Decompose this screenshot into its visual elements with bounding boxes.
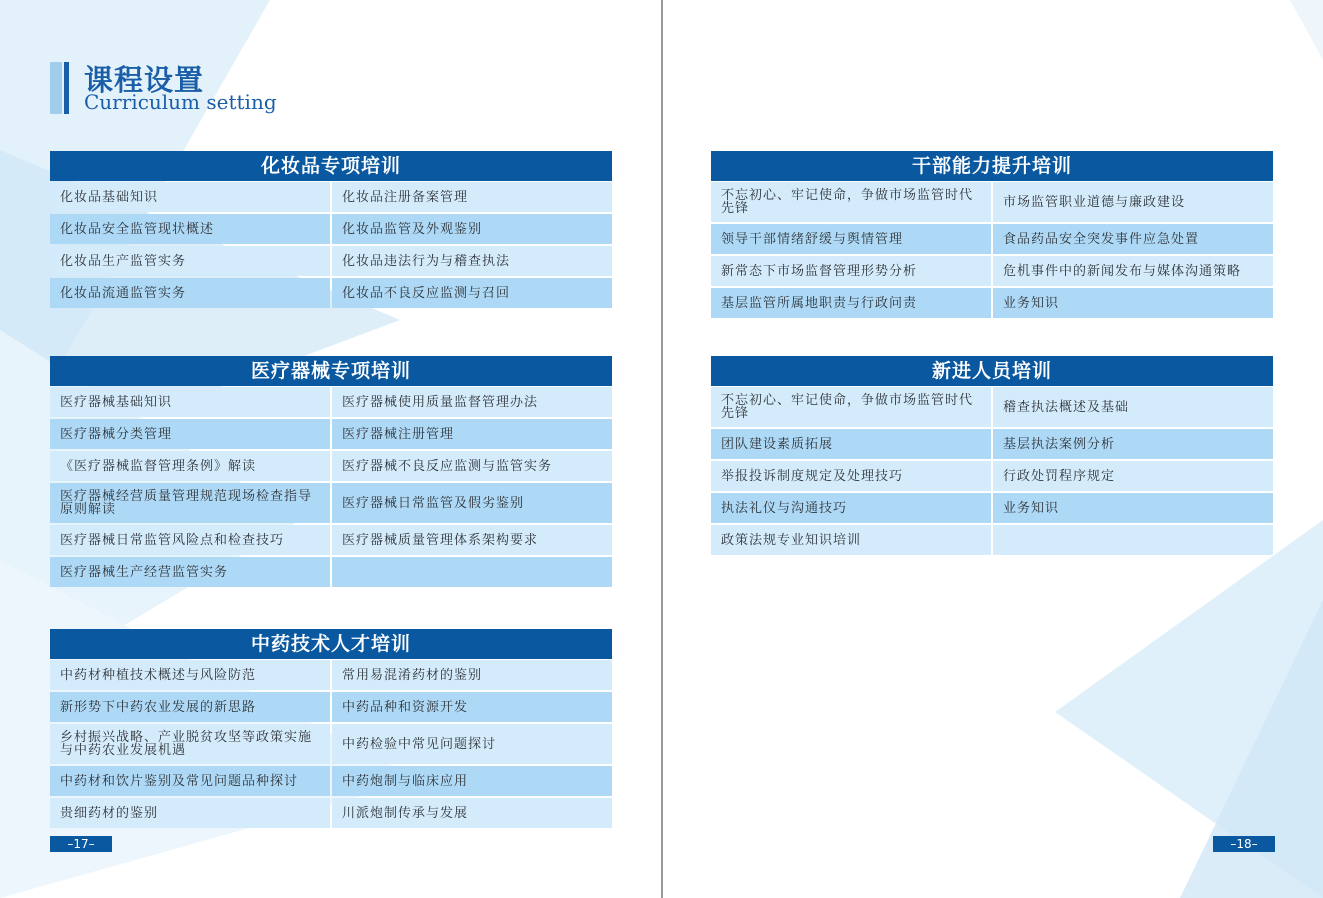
table-row [711,525,1273,555]
course-cell: 政策法规专业知识培训 [711,525,991,555]
section-tcm [50,629,612,830]
table-row [711,224,1273,254]
course-cell: 常用易混淆药材的鉴别 [332,660,612,690]
course-cell: 中药品种和资源开发 [332,692,612,722]
table-row [711,429,1273,459]
table-row [50,246,612,276]
course-cell: 化妆品违法行为与稽查执法 [332,246,612,276]
section-cadre [711,151,1273,320]
table-row [50,278,612,308]
section-cosmetics [50,151,612,310]
table-row [711,461,1273,491]
section-title: 化妆品专项培训 [50,151,612,181]
course-cell [332,557,612,587]
table-row [50,766,612,796]
course-cell: 中药检验中常见问题探讨 [332,724,612,764]
course-cell: 团队建设素质拓展 [711,429,991,459]
table-row [50,182,612,212]
table-row [711,387,1273,427]
section-title: 中药技术人才培训 [50,629,612,659]
course-cell: 化妆品注册备案管理 [332,182,612,212]
table-row [50,387,612,417]
course-cell: 医疗器械生产经营监管实务 [50,557,330,587]
course-cell: 执法礼仪与沟通技巧 [711,493,991,523]
course-cell: 乡村振兴战略、产业脱贫攻坚等政策实施与中药农业发展机遇 [50,724,330,764]
course-cell: 不忘初心、牢记使命，争做市场监管时代先锋 [711,387,991,427]
page-title: 课程设置 [84,63,205,97]
course-cell: 医疗器械日常监管及假劣鉴别 [332,483,612,523]
course-cell: 医疗器械经营质量管理规范现场检查指导原则解读 [50,483,330,523]
course-cell: 化妆品生产监管实务 [50,246,330,276]
page-number-left: –17– [50,836,112,852]
course-cell: 危机事件中的新闻发布与媒体沟通策略 [993,256,1273,286]
course-cell: 举报投诉制度规定及处理技巧 [711,461,991,491]
table-row [50,451,612,481]
course-cell: 医疗器械不良反应监测与监管实务 [332,451,612,481]
course-cell: 市场监管职业道德与廉政建设 [993,182,1273,222]
page-spine [661,0,663,898]
course-cell: 食品药品安全突发事件应急处置 [993,224,1273,254]
table-row [711,288,1273,318]
course-cell: 新常态下市场监督管理形势分析 [711,256,991,286]
course-cell: 业务知识 [993,493,1273,523]
course-cell: 化妆品不良反应监测与召回 [332,278,612,308]
section-medical-devices [50,356,612,589]
table-row [50,692,612,722]
course-cell: 基层监管所属地职责与行政问责 [711,288,991,318]
table-row [711,256,1273,286]
table-row [50,724,612,764]
course-cell: 医疗器械日常监管风险点和检查技巧 [50,525,330,555]
course-cell: 医疗器械基础知识 [50,387,330,417]
course-cell: 业务知识 [993,288,1273,318]
course-cell: 中药炮制与临床应用 [332,766,612,796]
table-row [50,798,612,828]
course-cell [993,525,1273,555]
course-cell: 医疗器械注册管理 [332,419,612,449]
section-title: 干部能力提升培训 [711,151,1273,181]
table-row [711,182,1273,222]
course-cell: 化妆品流通监管实务 [50,278,330,308]
table-row [50,660,612,690]
section-title: 医疗器械专项培训 [50,356,612,386]
course-cell: 医疗器械分类管理 [50,419,330,449]
section-new-staff [711,356,1273,557]
table-row [50,557,612,587]
table-row [711,493,1273,523]
page-number-right: –18– [1213,836,1275,852]
course-cell: 《医疗器械监督管理条例》解读 [50,451,330,481]
course-cell: 行政处罚程序规定 [993,461,1273,491]
course-cell: 稽查执法概述及基础 [993,387,1273,427]
course-cell: 中药材种植技术概述与风险防范 [50,660,330,690]
table-row [50,214,612,244]
course-cell: 基层执法案例分析 [993,429,1273,459]
course-cell: 川派炮制传承与发展 [332,798,612,828]
course-cell: 医疗器械质量管理体系架构要求 [332,525,612,555]
course-cell: 化妆品监管及外观鉴别 [332,214,612,244]
table-row [50,483,612,523]
page-subtitle: Curriculum setting [84,90,277,114]
course-cell: 不忘初心、牢记使命，争做市场监管时代先锋 [711,182,991,222]
section-title: 新进人员培训 [711,356,1273,386]
course-cell: 领导干部情绪舒缓与舆情管理 [711,224,991,254]
course-cell: 贵细药材的鉴别 [50,798,330,828]
table-row [50,419,612,449]
course-cell: 中药材和饮片鉴别及常见问题品种探讨 [50,766,330,796]
course-cell: 医疗器械使用质量监督管理办法 [332,387,612,417]
course-cell: 化妆品基础知识 [50,182,330,212]
course-cell: 新形势下中药农业发展的新思路 [50,692,330,722]
table-row [50,525,612,555]
course-cell: 化妆品安全监管现状概述 [50,214,330,244]
